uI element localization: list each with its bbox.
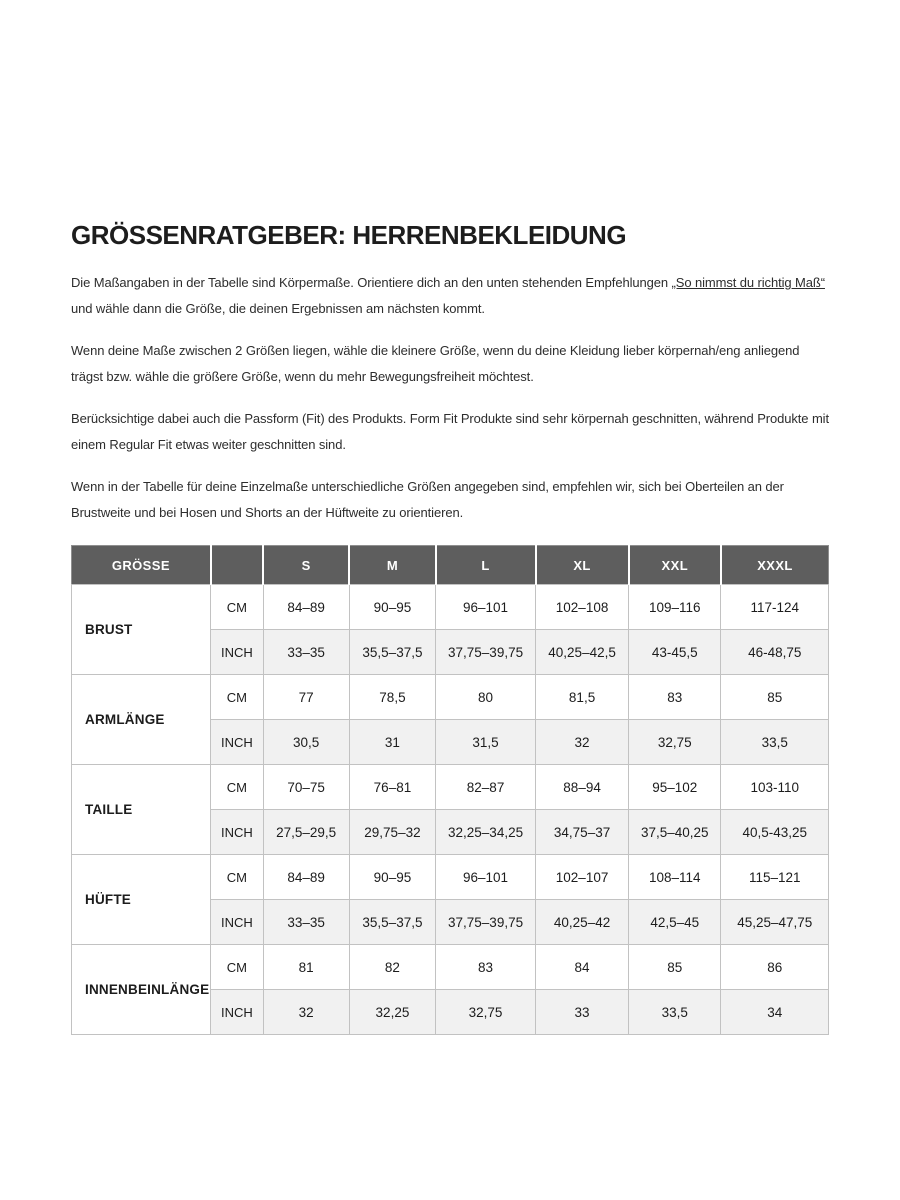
value-cell: 82 [349, 945, 435, 990]
value-cell: 45,25–47,75 [721, 900, 829, 945]
value-cell: 30,5 [263, 720, 349, 765]
value-cell: 102–107 [536, 855, 629, 900]
value-cell: 37,75–39,75 [436, 630, 536, 675]
value-cell: 27,5–29,5 [263, 810, 349, 855]
value-cell: 37,75–39,75 [436, 900, 536, 945]
value-cell: 42,5–45 [629, 900, 721, 945]
unit-label-cm: CM [211, 855, 263, 900]
header-unit-spacer [211, 546, 263, 585]
value-cell: 35,5–37,5 [349, 630, 435, 675]
measure-label-taille: TAILLE [72, 765, 211, 855]
value-cell: 77 [263, 675, 349, 720]
unit-label-inch: INCH [211, 810, 263, 855]
value-cell: 33–35 [263, 900, 349, 945]
value-cell: 96–101 [436, 855, 536, 900]
header-size-xxxl: XXXL [721, 546, 829, 585]
value-cell: 33,5 [629, 990, 721, 1035]
value-cell: 85 [629, 945, 721, 990]
intro-paragraph-1-text-after: und wähle dann die Größe, die deinen Ergebnissen am nächsten kommt. [71, 301, 485, 316]
table-row-taille-cm [72, 765, 829, 810]
unit-label-inch: INCH [211, 900, 263, 945]
value-cell: 34,75–37 [536, 810, 629, 855]
size-guide-page [71, 0, 829, 1035]
value-cell: 81 [263, 945, 349, 990]
value-cell: 109–116 [629, 585, 721, 630]
value-cell: 32,25–34,25 [436, 810, 536, 855]
table-header-row [72, 546, 829, 585]
value-cell: 32 [536, 720, 629, 765]
value-cell: 37,5–40,25 [629, 810, 721, 855]
value-cell: 88–94 [536, 765, 629, 810]
value-cell: 83 [629, 675, 721, 720]
value-cell: 81,5 [536, 675, 629, 720]
header-size-s: S [263, 546, 349, 585]
value-cell: 40,25–42,5 [536, 630, 629, 675]
page-title: GRÖSSENRATGEBER: HERRENBEKLEIDUNG [71, 220, 627, 250]
value-cell: 32,75 [436, 990, 536, 1035]
value-cell: 46-48,75 [721, 630, 829, 675]
value-cell: 117-124 [721, 585, 829, 630]
header-size-label: GRÖSSE [72, 546, 211, 585]
value-cell: 33,5 [721, 720, 829, 765]
value-cell: 115–121 [721, 855, 829, 900]
value-cell: 84–89 [263, 585, 349, 630]
unit-label-cm: CM [211, 585, 263, 630]
value-cell: 70–75 [263, 765, 349, 810]
value-cell: 90–95 [349, 855, 435, 900]
value-cell: 32,25 [349, 990, 435, 1035]
measure-label-huefte: HÜFTE [72, 855, 211, 945]
value-cell: 40,5-43,25 [721, 810, 829, 855]
unit-label-inch: INCH [211, 630, 263, 675]
measure-label-innenbeinlaenge: INNENBEINLÄNGE [72, 945, 211, 1035]
value-cell: 95–102 [629, 765, 721, 810]
unit-label-cm: CM [211, 765, 263, 810]
intro-paragraph-3: Berücksichtige dabei auch die Passform (Fit) des Produkts. Form Fit Produkte sind sehr körpernah geschnitten, während Produkte mit einem Regular Fit etwas weiter geschnitten sind. [71, 411, 829, 452]
value-cell: 32 [263, 990, 349, 1035]
value-cell: 108–114 [629, 855, 721, 900]
value-cell: 102–108 [536, 585, 629, 630]
value-cell: 96–101 [436, 585, 536, 630]
value-cell: 80 [436, 675, 536, 720]
unit-label-cm: CM [211, 675, 263, 720]
value-cell: 82–87 [436, 765, 536, 810]
measure-guide-link[interactable]: „So nimmst du richtig Maß“ [671, 275, 825, 290]
value-cell: 32,75 [629, 720, 721, 765]
intro-paragraph-1-text-before: Die Maßangaben in der Tabelle sind Körpermaße. Orientiere dich an den unten stehenden Empfehlungen [71, 275, 672, 290]
value-cell: 43-45,5 [629, 630, 721, 675]
header-size-xl: XL [536, 546, 629, 585]
intro-paragraph-2: Wenn deine Maße zwischen 2 Größen liegen, wähle die kleinere Größe, wenn du deine Kleidung lieber körpernah/eng anliegend trägst bzw. wähle die größere Größe, wenn du mehr Bewegungsfreiheit möchtest. [71, 343, 800, 384]
intro-paragraph-4: Wenn in der Tabelle für deine Einzelmaße unterschiedliche Größen angegeben sind, empfehlen wir, sich bei Oberteilen an der Brustweite und bei Hosen und Shorts an der Hüftweite zu orientieren. [71, 479, 784, 520]
table-row-huefte-cm [72, 855, 829, 900]
value-cell: 33–35 [263, 630, 349, 675]
measure-label-armlaenge: ARMLÄNGE [72, 675, 211, 765]
value-cell: 78,5 [349, 675, 435, 720]
value-cell: 76–81 [349, 765, 435, 810]
intro-paragraph-1 [71, 270, 829, 322]
unit-label-inch: INCH [211, 720, 263, 765]
value-cell: 84–89 [263, 855, 349, 900]
value-cell: 83 [436, 945, 536, 990]
table-row-armlaenge-cm [72, 675, 829, 720]
value-cell: 40,25–42 [536, 900, 629, 945]
value-cell: 35,5–37,5 [349, 900, 435, 945]
value-cell: 31,5 [436, 720, 536, 765]
value-cell: 31 [349, 720, 435, 765]
value-cell: 86 [721, 945, 829, 990]
header-size-xxl: XXL [629, 546, 721, 585]
unit-label-cm: CM [211, 945, 263, 990]
measure-label-brust: BRUST [72, 585, 211, 675]
value-cell: 29,75–32 [349, 810, 435, 855]
value-cell: 90–95 [349, 585, 435, 630]
header-size-l: L [436, 546, 536, 585]
value-cell: 103-110 [721, 765, 829, 810]
size-table [71, 545, 829, 1035]
header-size-m: M [349, 546, 435, 585]
value-cell: 85 [721, 675, 829, 720]
unit-label-inch: INCH [211, 990, 263, 1035]
value-cell: 84 [536, 945, 629, 990]
value-cell: 34 [721, 990, 829, 1035]
value-cell: 33 [536, 990, 629, 1035]
table-row-innenbeinlaenge-cm [72, 945, 829, 990]
table-row-brust-cm [72, 585, 829, 630]
